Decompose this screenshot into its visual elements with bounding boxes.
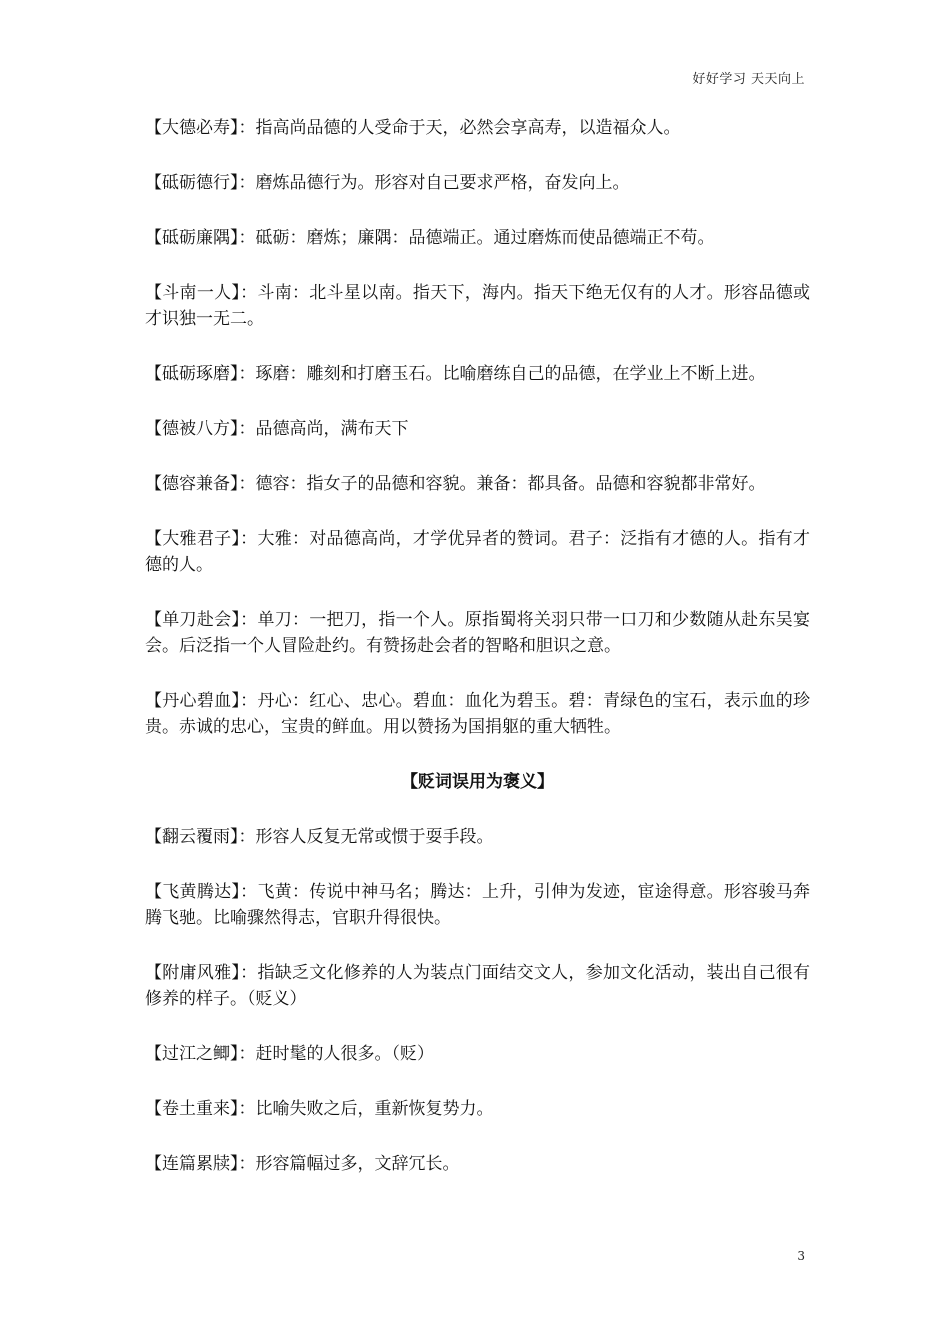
idiom-entry	[145, 960, 810, 1012]
idiom-definition: ：磨炼品德行为。形容对自己要求严格，奋发向上。	[238, 173, 630, 193]
idiom-term: 【过江之鲫】	[145, 1044, 239, 1064]
idiom-term: 【德容兼备】	[145, 474, 239, 494]
idiom-entry	[145, 115, 810, 141]
entry-list-praise	[145, 115, 810, 740]
idiom-entry	[145, 526, 810, 578]
idiom-entry	[145, 688, 810, 740]
page-header: 好好学习 天天向上	[692, 72, 805, 87]
idiom-entry	[145, 225, 810, 251]
idiom-entry	[145, 361, 810, 387]
idiom-definition: ：赶时髦的人很多。（贬）	[238, 1044, 434, 1064]
idiom-entry	[145, 1151, 810, 1177]
idiom-term: 【飞黄腾达】	[145, 882, 241, 902]
idiom-definition: ：形容篇幅过多，文辞冗长。	[238, 1154, 460, 1174]
idiom-entry	[145, 170, 810, 196]
idiom-definition: ：形容人反复无常或惯于耍手段。	[238, 827, 494, 847]
idiom-term: 【附庸风雅】	[145, 963, 241, 983]
idiom-term: 【大德必寿】	[145, 118, 239, 138]
idiom-term: 【德被八方】	[145, 419, 239, 439]
idiom-term: 【大雅君子】	[145, 529, 241, 549]
idiom-definition: ：单刀：一把刀，指一个人。原指蜀将关羽只带一口刀和少数随从赴东吴宴会。后泛指一个人冒险赴约。有赞扬赴会者的智略和胆识之意。	[145, 610, 811, 656]
idiom-entry	[145, 824, 810, 850]
section-heading: 【贬词误用为褒义】	[401, 772, 554, 792]
idiom-definition: ：比喻失败之后，重新恢复势力。	[238, 1099, 494, 1119]
idiom-definition: ：琢磨：雕刻和打磨玉石。比喻磨练自己的品德，在学业上不断上进。	[238, 364, 766, 384]
idiom-entry	[145, 416, 810, 442]
idiom-entry	[145, 1041, 810, 1067]
idiom-term: 【连篇累牍】	[145, 1154, 239, 1174]
idiom-entry	[145, 471, 810, 497]
idiom-definition: ：斗南：北斗星以南。指天下，海内。指天下绝无仅有的人才。形容品德或才识独一无二。	[145, 283, 811, 329]
idiom-definition: ：飞黄：传说中神马名；腾达：上升，引伸为发迹，宦途得意。形容骏马奔腾飞驰。比喻骤然得志，官职升得很快。	[145, 882, 811, 928]
idiom-term: 【砥砺德行】	[145, 173, 239, 193]
idiom-definition: ：丹心：红心、忠心。碧血：血化为碧玉。碧：青绿色的宝石，表示血的珍贵。赤诚的忠心，宝贵的鲜血。用以赞扬为国捐躯的重大牺牲。	[145, 691, 811, 737]
page-number: 3	[797, 1249, 805, 1263]
idiom-definition: ：砥砺：磨炼；廉隅：品德端正。通过磨炼而使品德端正不苟。	[238, 228, 715, 248]
idiom-definition: ：指高尚品德的人受命于天，必然会享高寿，以造福众人。	[238, 118, 681, 138]
idiom-term: 【卷土重来】	[145, 1099, 239, 1119]
idiom-term: 【砥砺琢磨】	[145, 364, 239, 384]
idiom-term: 【单刀赴会】	[145, 610, 241, 630]
idiom-entry	[145, 1096, 810, 1122]
idiom-definition: ：大雅：对品德高尚，才学优异者的赞词。君子：泛指有才德的人。指有才德的人。	[145, 529, 811, 575]
idiom-term: 【丹心碧血】	[145, 691, 241, 711]
idiom-definition: ：德容：指女子的品德和容貌。兼备：都具备。品德和容貌都非常好。	[238, 474, 766, 494]
idiom-entry	[145, 879, 810, 931]
idiom-entry	[145, 607, 810, 659]
entry-list-derogatory	[145, 824, 810, 1177]
idiom-term: 【砥砺廉隅】	[145, 228, 239, 248]
idiom-term: 【翻云覆雨】	[145, 827, 239, 847]
idiom-definition: ：品德高尚，满布天下	[238, 419, 409, 439]
idiom-term: 【斗南一人】	[145, 283, 241, 303]
idiom-entry	[145, 280, 810, 332]
document-body	[145, 115, 810, 1206]
idiom-definition: ：指缺乏文化修养的人为装点门面结交文人，参加文化活动，装出自己很有修养的样子。（贬义）	[145, 963, 811, 1009]
